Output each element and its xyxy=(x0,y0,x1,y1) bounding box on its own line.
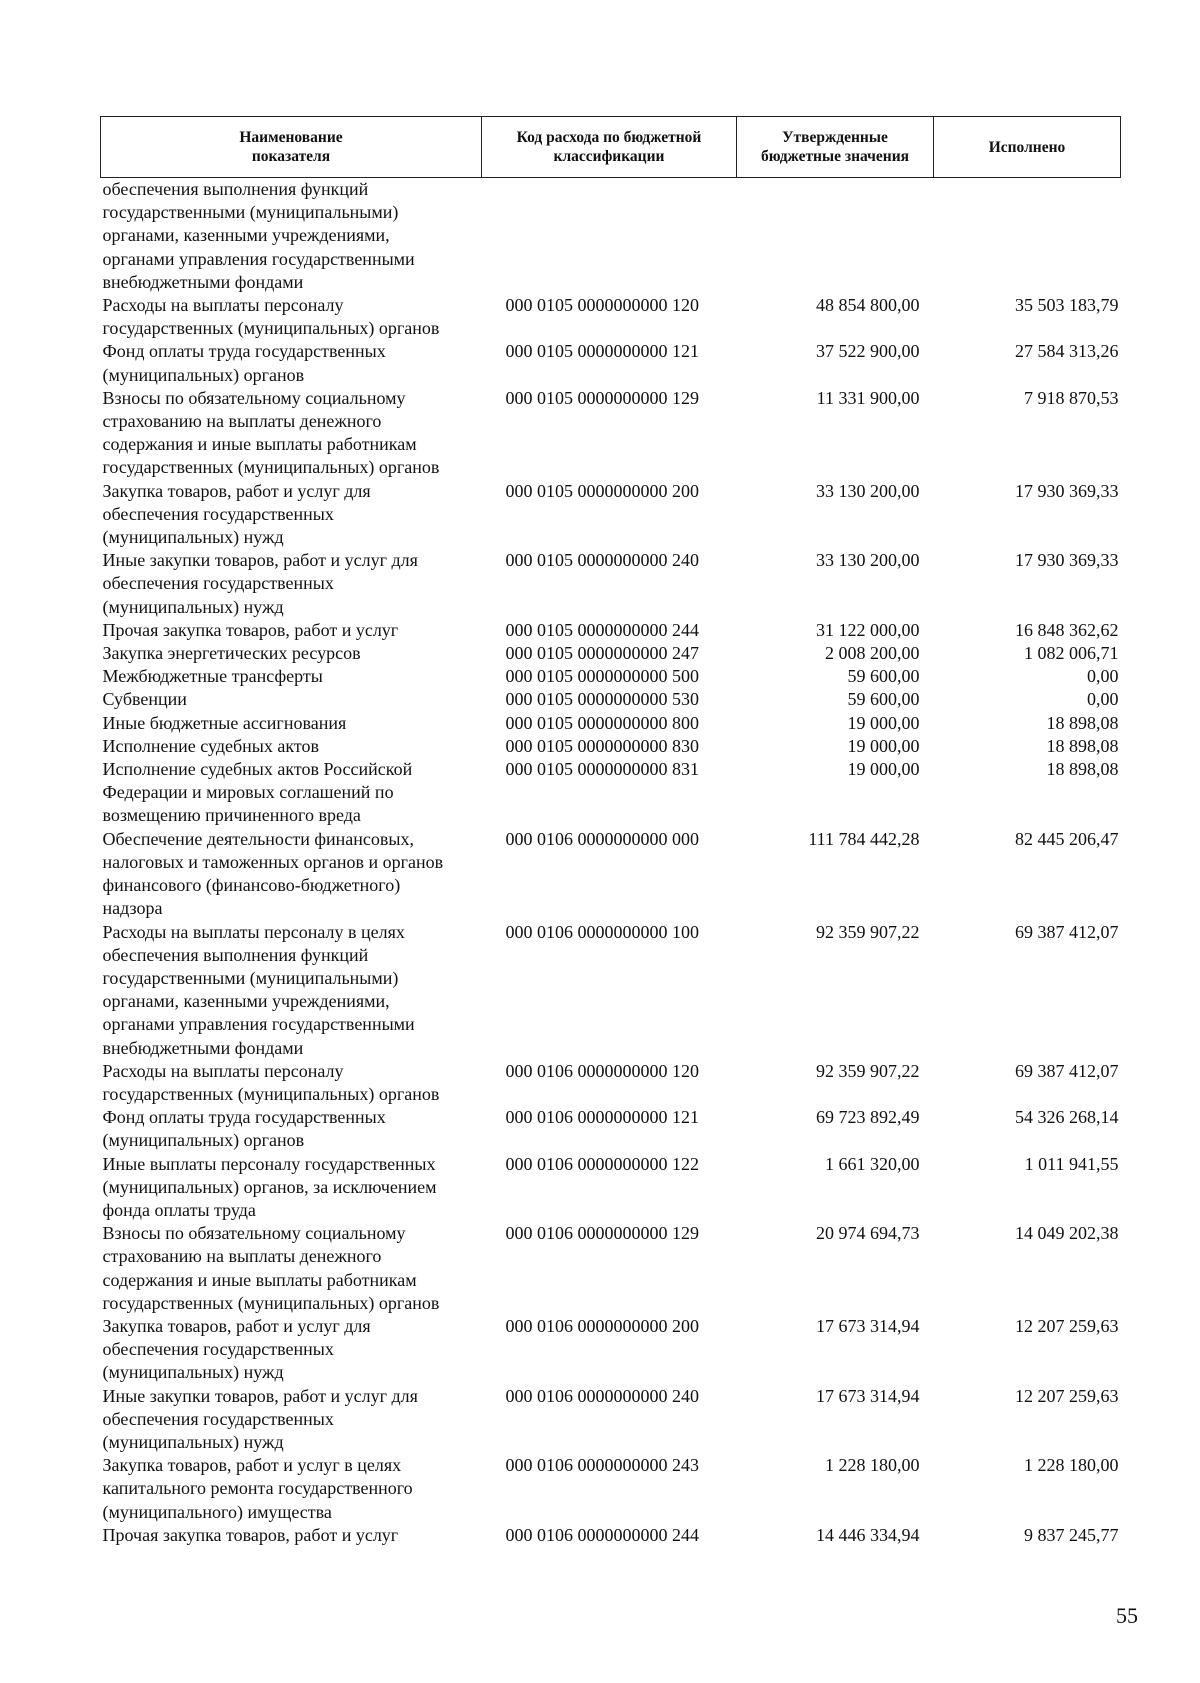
executed-value-cell: 18 898,08 xyxy=(1046,712,1119,733)
indicator-name-line: Фонд оплаты труда государственных xyxy=(102,341,386,362)
table-row xyxy=(101,1106,1121,1152)
indicator-name-line: Исполнение судебных актов Российской xyxy=(102,759,413,780)
executed-value-cell: 1 011 941,55 xyxy=(1024,1153,1119,1174)
indicator-name-cell xyxy=(101,921,482,1060)
expense-code-cell: 000 0106 0000000000 000 xyxy=(505,828,699,849)
table-row xyxy=(101,735,1121,758)
indicator-name-line: (муниципальных) органов xyxy=(102,364,305,385)
table-row xyxy=(101,387,1121,480)
header-plan-line: Утвержденные xyxy=(782,129,888,146)
indicator-name-line: государственными (муниципальными) xyxy=(102,202,399,223)
table-row xyxy=(101,480,1121,550)
expense-code-cell: 000 0105 0000000000 244 xyxy=(505,619,699,640)
approved-value-cell: 17 673 314,94 xyxy=(816,1385,920,1406)
indicator-name-line: (муниципальных) нужд xyxy=(102,527,284,548)
approved-value-cell: 37 522 900,00 xyxy=(816,341,920,362)
table-row xyxy=(101,1315,1121,1385)
executed-value-cell xyxy=(934,178,1121,295)
table-row xyxy=(101,1222,1121,1315)
approved-value-cell: 31 122 000,00 xyxy=(816,619,920,640)
approved-value-cell: 92 359 907,22 xyxy=(816,921,920,942)
indicator-name-line: обеспечения государственных xyxy=(102,1339,334,1360)
executed-value-cell: 1 082 006,71 xyxy=(1024,643,1119,664)
indicator-name-cell xyxy=(101,619,482,642)
indicator-name-line: органами, казенными учреждениями, xyxy=(102,225,390,246)
table-row xyxy=(101,642,1121,665)
indicator-name-line: Фонд оплаты труда государственных xyxy=(102,1107,386,1128)
expense-code-cell: 000 0105 0000000000 129 xyxy=(505,387,699,408)
table-row xyxy=(101,712,1121,735)
expense-code-cell: 000 0106 0000000000 100 xyxy=(505,921,699,942)
expense-code-cell: 000 0105 0000000000 831 xyxy=(505,759,699,780)
indicator-name-cell xyxy=(101,1222,482,1315)
approved-value-cell: 20 974 694,73 xyxy=(816,1223,920,1244)
indicator-name-line: Субвенции xyxy=(102,689,187,710)
header-done xyxy=(934,117,1121,178)
indicator-name-line: органами управления государственными xyxy=(102,1014,415,1035)
expense-code-cell: 000 0105 0000000000 240 xyxy=(505,550,699,571)
indicator-name-cell xyxy=(101,1454,482,1524)
approved-value-cell: 19 000,00 xyxy=(847,735,920,756)
indicator-name-line: Федерации и мировых соглашений по xyxy=(102,782,394,803)
expense-code-cell: 000 0106 0000000000 240 xyxy=(505,1385,699,1406)
table-body xyxy=(101,178,1121,1547)
expense-code-cell: 000 0106 0000000000 200 xyxy=(505,1315,699,1336)
table-row xyxy=(101,294,1121,340)
indicator-name-line: обеспечения выполнения функций xyxy=(102,179,369,199)
indicator-name-line: государственных (муниципальных) органов xyxy=(102,1292,440,1313)
table-row xyxy=(101,758,1121,828)
expense-code-cell: 000 0106 0000000000 121 xyxy=(505,1107,699,1128)
executed-value-cell: 27 584 313,26 xyxy=(1015,341,1119,362)
table-row xyxy=(101,1153,1121,1223)
approved-value-cell: 14 446 334,94 xyxy=(816,1524,920,1545)
page-number: 55 xyxy=(1116,1603,1138,1628)
indicator-name-line: Обеспечение деятельности финансовых, xyxy=(102,828,414,849)
indicator-name-cell xyxy=(101,828,482,921)
approved-value-cell: 48 854 800,00 xyxy=(816,295,920,316)
executed-value-cell: 54 326 268,14 xyxy=(1015,1107,1119,1128)
indicator-name-line: налоговых и таможенных органов и органов xyxy=(102,851,444,872)
indicator-name-line: обеспечения государственных xyxy=(102,1408,334,1429)
indicator-name-line: надзора xyxy=(102,898,163,919)
approved-value-cell: 111 784 442,28 xyxy=(808,828,920,849)
executed-value-cell: 18 898,08 xyxy=(1046,735,1119,756)
table-row xyxy=(101,178,1121,295)
indicator-name-line: обеспечения выполнения функций xyxy=(102,944,369,965)
approved-value-cell: 19 000,00 xyxy=(847,759,920,780)
header-name xyxy=(101,117,482,178)
executed-value-cell: 0,00 xyxy=(1087,666,1119,687)
indicator-name-line: государственными (муниципальными) xyxy=(102,967,399,988)
indicator-name-line: Закупка энергетических ресурсов xyxy=(102,643,361,664)
indicator-name-cell xyxy=(101,712,482,735)
indicator-name-cell xyxy=(101,480,482,550)
indicator-name-line: Иные закупки товаров, работ и услуг для xyxy=(102,550,418,571)
indicator-name-line: Межбюджетные трансферты xyxy=(102,666,323,687)
indicator-name-line: Расходы на выплаты персоналу xyxy=(102,295,344,316)
indicator-name-line: возмещению причиненного вреда xyxy=(102,805,361,826)
header-plan xyxy=(737,117,934,178)
indicator-name-cell xyxy=(101,294,482,340)
expense-code-cell: 000 0105 0000000000 830 xyxy=(505,735,699,756)
indicator-name-cell xyxy=(101,642,482,665)
table-row xyxy=(101,549,1121,619)
indicator-name-line: Прочая закупка товаров, работ и услуг xyxy=(102,619,399,640)
indicator-name-line: Расходы на выплаты персоналу в целях xyxy=(102,921,405,942)
indicator-name-line: Исполнение судебных актов xyxy=(102,735,320,756)
table-row xyxy=(101,1524,1121,1547)
approved-value-cell: 92 359 907,22 xyxy=(816,1060,920,1081)
indicator-name-line: финансового (финансово-бюджетного) xyxy=(102,875,401,896)
expense-code-cell: 000 0106 0000000000 129 xyxy=(505,1223,699,1244)
indicator-name-line: (муниципального) имущества xyxy=(102,1501,332,1522)
indicator-name-cell xyxy=(101,340,482,386)
indicator-name-line: капитального ремонта государственного xyxy=(102,1478,413,1499)
indicator-name-line: фонда оплаты труда xyxy=(102,1199,256,1220)
expense-code-cell: 000 0106 0000000000 244 xyxy=(505,1524,699,1545)
executed-value-cell: 69 387 412,07 xyxy=(1015,921,1119,942)
approved-value-cell xyxy=(737,178,934,295)
indicator-name-line: Иные выплаты персоналу государственных xyxy=(102,1153,436,1174)
budget-table xyxy=(100,116,1121,1547)
expense-code-cell: 000 0106 0000000000 122 xyxy=(505,1153,699,1174)
table-row xyxy=(101,665,1121,688)
executed-value-cell: 14 049 202,38 xyxy=(1015,1223,1119,1244)
indicator-name-line: обеспечения государственных xyxy=(102,573,334,594)
approved-value-cell: 19 000,00 xyxy=(847,712,920,733)
indicator-name-cell xyxy=(101,178,482,295)
indicator-name-cell xyxy=(101,1385,482,1455)
executed-value-cell: 0,00 xyxy=(1087,689,1119,710)
approved-value-cell: 69 723 892,49 xyxy=(816,1107,920,1128)
indicator-name-cell xyxy=(101,665,482,688)
indicator-name-line: Взносы по обязательному социальному xyxy=(102,387,406,408)
indicator-name-line: обеспечения государственных xyxy=(102,503,334,524)
header-code-line: классификации xyxy=(553,148,665,165)
expense-code-cell: 000 0105 0000000000 120 xyxy=(505,295,699,316)
indicator-name-line: (муниципальных) органов, за исключением xyxy=(102,1176,437,1197)
table-row xyxy=(101,1060,1121,1106)
approved-value-cell: 33 130 200,00 xyxy=(816,550,920,571)
table-row xyxy=(101,688,1121,711)
indicator-name-cell xyxy=(101,735,482,758)
header-name-line: показателя xyxy=(251,148,331,165)
indicator-name-cell xyxy=(101,1315,482,1385)
table-row xyxy=(101,340,1121,386)
indicator-name-line: содержания и иные выплаты работникам xyxy=(102,1269,417,1290)
table-row xyxy=(101,1385,1121,1455)
indicator-name-line: (муниципальных) нужд xyxy=(102,596,284,617)
executed-value-cell: 35 503 183,79 xyxy=(1015,295,1119,316)
indicator-name-cell xyxy=(101,1524,482,1547)
indicator-name-cell xyxy=(101,758,482,828)
expense-code-cell: 000 0105 0000000000 247 xyxy=(505,643,699,664)
table-row xyxy=(101,921,1121,1060)
indicator-name-line: страхованию на выплаты денежного xyxy=(102,411,382,432)
expense-code-cell: 000 0105 0000000000 500 xyxy=(505,666,699,687)
indicator-name-line: (муниципальных) органов xyxy=(102,1130,305,1151)
indicator-name-line: Закупка товаров, работ и услуг для xyxy=(102,480,371,501)
expense-code-cell: 000 0106 0000000000 243 xyxy=(505,1455,699,1476)
executed-value-cell: 16 848 362,62 xyxy=(1015,619,1119,640)
indicator-name-line: (муниципальных) нужд xyxy=(102,1362,284,1383)
expense-code-cell: 000 0105 0000000000 530 xyxy=(505,689,699,710)
table-row xyxy=(101,828,1121,921)
expense-code-cell xyxy=(482,178,737,295)
header-done-line: Исполнено xyxy=(988,138,1066,156)
executed-value-cell: 18 898,08 xyxy=(1046,759,1119,780)
approved-value-cell: 59 600,00 xyxy=(847,689,920,710)
indicator-name-line: государственных (муниципальных) органов xyxy=(102,318,440,339)
indicator-name-line: Закупка товаров, работ и услуг для xyxy=(102,1315,371,1336)
indicator-name-line: государственных (муниципальных) органов xyxy=(102,1083,440,1104)
indicator-name-line: органами управления государственными xyxy=(102,248,415,269)
header-code xyxy=(482,117,737,178)
indicator-name-cell xyxy=(101,1153,482,1223)
approved-value-cell: 1 661 320,00 xyxy=(825,1153,920,1174)
indicator-name-line: Иные закупки товаров, работ и услуг для xyxy=(102,1385,418,1406)
table-row xyxy=(101,619,1121,642)
table-header xyxy=(101,117,1121,178)
indicator-name-line: государственных (муниципальных) органов xyxy=(102,457,440,478)
approved-value-cell: 11 331 900,00 xyxy=(816,387,920,408)
indicator-name-cell xyxy=(101,688,482,711)
expense-code-cell: 000 0105 0000000000 200 xyxy=(505,480,699,501)
executed-value-cell: 17 930 369,33 xyxy=(1015,480,1119,501)
header-code-line: Код расхода по бюджетной xyxy=(516,129,702,146)
executed-value-cell: 9 837 245,77 xyxy=(1024,1524,1119,1545)
expense-code-cell: 000 0106 0000000000 120 xyxy=(505,1060,699,1081)
approved-value-cell: 1 228 180,00 xyxy=(825,1455,920,1476)
indicator-name-line: Взносы по обязательному социальному xyxy=(102,1223,406,1244)
expense-code-cell: 000 0105 0000000000 121 xyxy=(505,341,699,362)
indicator-name-cell xyxy=(101,1060,482,1106)
approved-value-cell: 17 673 314,94 xyxy=(816,1315,920,1336)
indicator-name-line: органами, казенными учреждениями, xyxy=(102,991,390,1012)
indicator-name-line: Расходы на выплаты персоналу xyxy=(102,1060,344,1081)
executed-value-cell: 69 387 412,07 xyxy=(1015,1060,1119,1081)
approved-value-cell: 59 600,00 xyxy=(847,666,920,687)
indicator-name-line: Прочая закупка товаров, работ и услуг xyxy=(102,1524,399,1545)
header-name-line: Наименование xyxy=(239,129,343,146)
indicator-name-cell xyxy=(101,1106,482,1152)
indicator-name-line: (муниципальных) нужд xyxy=(102,1431,284,1452)
executed-value-cell: 12 207 259,63 xyxy=(1015,1315,1119,1336)
executed-value-cell: 12 207 259,63 xyxy=(1015,1385,1119,1406)
executed-value-cell: 17 930 369,33 xyxy=(1015,550,1119,571)
executed-value-cell: 1 228 180,00 xyxy=(1024,1455,1119,1476)
indicator-name-line: страхованию на выплаты денежного xyxy=(102,1246,382,1267)
indicator-name-line: Иные бюджетные ассигнования xyxy=(102,712,347,733)
indicator-name-cell xyxy=(101,387,482,480)
expense-code-cell: 000 0105 0000000000 800 xyxy=(505,712,699,733)
executed-value-cell: 7 918 870,53 xyxy=(1024,387,1119,408)
indicator-name-line: содержания и иные выплаты работникам xyxy=(102,434,417,455)
indicator-name-line: Закупка товаров, работ и услуг в целях xyxy=(102,1455,402,1476)
indicator-name-line: внебюджетными фондами xyxy=(102,1037,304,1058)
approved-value-cell: 33 130 200,00 xyxy=(816,480,920,501)
table-row xyxy=(101,1454,1121,1524)
executed-value-cell: 82 445 206,47 xyxy=(1015,828,1119,849)
header-plan-line: бюджетные значения xyxy=(760,148,910,165)
approved-value-cell: 2 008 200,00 xyxy=(825,643,920,664)
indicator-name-line: внебюджетными фондами xyxy=(102,271,304,292)
indicator-name-cell xyxy=(101,549,482,619)
header-row xyxy=(101,117,1121,178)
